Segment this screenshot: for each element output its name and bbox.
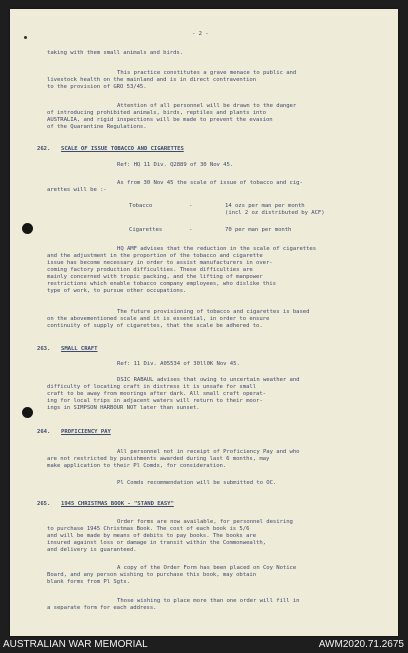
section-number: 264. xyxy=(37,429,51,435)
text-line: craft to be away from moorings after dark. All small craft operat- xyxy=(47,391,266,397)
text-line: The future provisioning of tobacco and cigarettes is based xyxy=(117,309,310,315)
punch-hole xyxy=(22,407,33,418)
text-line: A copy of the Order Form has been placed on Coy Notice xyxy=(117,565,297,571)
text-line: issue has become necessary in order to assist manufacturers in over- xyxy=(47,260,273,266)
text-line: are not restricted by punishments awarded during last 6 months, may xyxy=(47,456,270,462)
text-line: All personnel not in receipt of Proficiency Pay and who xyxy=(117,449,300,455)
text-line: restrictions which enable tobacco company employees, who dislike this xyxy=(47,281,276,287)
text-line: of introducing prohibited animals, birds, reptiles and plants into xyxy=(47,110,266,116)
text-line: Those wishing to place more than one order will fill in xyxy=(117,598,300,604)
cigarettes-value: 70 per man per month xyxy=(225,227,292,233)
reference: Ref: 11 Div. A05534 of 30ll0K Nov 45. xyxy=(117,361,240,367)
text-line: type of work, to pursue other occupations. xyxy=(47,288,187,294)
dash: - xyxy=(189,203,193,209)
tobacco-note: (incl 2 oz distributed by ACF) xyxy=(225,210,325,216)
text-line: and delivery is guaranteed. xyxy=(47,547,137,553)
dash: - xyxy=(189,227,193,233)
section-heading: SMALL CRAFT xyxy=(61,346,98,352)
text-line: This practice constitutes a grave menace to public and xyxy=(117,70,297,76)
text-line: make application to their Pl Comds, for consideration. xyxy=(47,463,227,469)
footer-bar xyxy=(0,637,408,653)
text-line: Attention of all personnel will be drawn to the danger xyxy=(117,103,297,109)
text-line: ings in SIMPSON HARBOUR NOT later than sunset. xyxy=(47,405,200,411)
document-page xyxy=(10,9,398,636)
text-line: a separate form for each address. xyxy=(47,605,157,611)
punch-mark xyxy=(24,36,27,39)
section-heading: PROFICIENCY PAY xyxy=(61,429,111,435)
reference: Ref: HQ 11 Div. Q2889 of 30 Nov 45. xyxy=(117,162,234,168)
text-line: Order forms are now available, for personnel desiring xyxy=(117,519,293,525)
text-line: and will be made by means of debits to pay books. The books are xyxy=(47,533,257,539)
section-number: 263. xyxy=(37,346,51,352)
punch-hole xyxy=(22,223,33,234)
section-heading: 1945 CHRISTMAS BOOK - "STAND EASY" xyxy=(61,501,174,507)
text-line: coming factory production difficulties. These difficulties are xyxy=(47,267,253,273)
text-line: blank forms from Pl Sgts. xyxy=(47,579,130,585)
section-number: 265. xyxy=(37,501,51,507)
text-line: mainly concerned with tropic packing, and the lifting of manpower xyxy=(47,274,263,280)
text-line: AUSTRALIA, and rigid inspections will be made to prevent the evasion xyxy=(47,117,273,123)
text-line: arettes will be :- xyxy=(47,187,107,193)
text-line: HQ AMF advises that the reduction in the scale of cigarettes xyxy=(117,246,317,252)
tobacco-value: 14 ozs per man per month xyxy=(225,203,305,209)
text-line: ing for local trips in adjacent waters will return to their moor- xyxy=(47,398,263,404)
text-line: DSIC RABAUL advises that owing to uncertain weather and xyxy=(117,377,300,383)
cigarettes-label: Cigarettes xyxy=(129,227,163,233)
section-number: 262. xyxy=(37,146,51,152)
text-line: of the Quarantine Regulations. xyxy=(47,124,147,130)
page-number: - 2 - xyxy=(192,31,209,37)
text-line: on the abovementioned scale and it is essential, in order to ensure xyxy=(47,316,270,322)
footer-source: AUSTRALIAN WAR MEMORIAL xyxy=(3,639,148,650)
tobacco-label: Tobacco xyxy=(129,203,153,209)
section-heading: SCALE OF ISSUE TOBACCO AND CIGARETTES xyxy=(61,146,184,152)
text-line: to purchase 1945 Christmas Book. The cost of each book is 5/6 xyxy=(47,526,250,532)
footer-accession-number: AWM2020.71.2675 xyxy=(318,639,404,650)
text-line: and the adjustment in the proportion of the tobacco and cigarette xyxy=(47,253,263,259)
text-line: Pl Comds recommendation will be submitted to OC. xyxy=(117,480,277,486)
text-line: livestock health on the mainland and is in direct contravention xyxy=(47,77,257,83)
text-line: As from 30 Nov 45 the scale of issue of tobacco and cig- xyxy=(117,180,303,186)
text-line: continuity of supply of cigarettes, that the scale be adhered to. xyxy=(47,323,263,329)
text-line: insured against loss or damage in transit within the Commonwealth, xyxy=(47,540,266,546)
text-line: taking with them small animals and birds. xyxy=(47,50,184,56)
text-line: Board, and any person wishing to purchase this book, may obtain xyxy=(47,572,257,578)
text-line: difficulty of locating craft in distress it is unsafe for small xyxy=(47,384,257,390)
text-line: to the provision of GRO 53/45. xyxy=(47,84,147,90)
